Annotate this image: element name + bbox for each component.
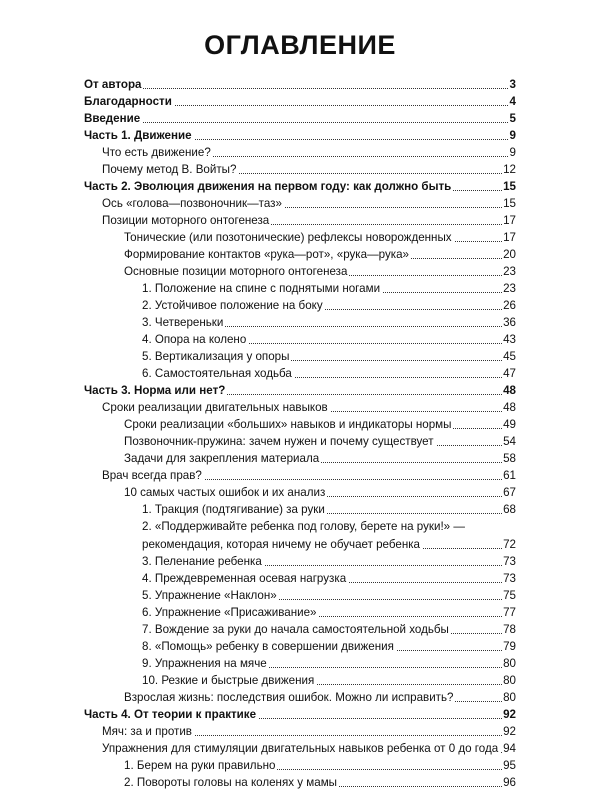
toc-entry[interactable] [84,604,516,621]
toc-entry-page: 61 [503,469,516,482]
toc-entry[interactable] [84,331,516,348]
toc-entry[interactable] [84,501,516,518]
toc-entry-title: Часть 2. Эволюция движения на первом году: как должно быть [84,180,452,193]
toc-entry-page: 77 [503,606,516,619]
toc-entry-title: Благодарности [84,95,172,108]
toc-entry-page: 72 [503,538,516,551]
toc-entry[interactable] [84,246,516,263]
toc-entry-page: 92 [503,708,516,721]
toc-entry[interactable] [84,229,516,246]
toc-entry-page: 3 [509,78,516,91]
toc-entry-title: Что есть движение? [102,146,211,159]
toc-entry-title: Ось «голова—позвоночник—таз» [102,197,282,210]
toc-entry[interactable] [84,382,516,399]
toc-entry-page: 47 [503,367,516,380]
toc-entry-page: 20 [503,248,516,261]
toc-entry[interactable] [84,689,516,706]
toc-entry-page: 80 [503,657,516,670]
toc-entry-page: 80 [503,674,516,687]
toc-entry[interactable] [84,518,516,553]
toc-entry-page: 58 [503,452,516,465]
toc-entry[interactable] [84,297,516,314]
dot-leader [84,88,516,89]
toc-entry-page: 79 [503,640,516,653]
toc-entry-title: 9. Упражнения на мяче [142,657,267,670]
toc-entry-title: Сроки реализации двигательных навыков [102,401,328,414]
toc-entry-title: Позиции моторного онтогенеза [102,214,270,227]
toc-entry-title: 3. Четвереньки [142,316,224,329]
toc-entry[interactable] [84,706,516,723]
toc-entry-title: 4. Опора на колено [142,333,247,346]
toc-entry-page: 4 [509,95,516,108]
toc-entry[interactable] [84,433,516,450]
toc-entry-page: 45 [503,350,516,363]
toc-entry[interactable] [84,110,516,127]
toc-entry-title: Часть 4. От теории к практике [84,708,257,721]
toc-entry-title: 7. Вождение за руки до начала самостоятельной ходьбы [142,623,449,636]
toc-entry-title: 6. Упражнение «Присаживание» [142,606,317,619]
toc-entry-page: 15 [503,180,516,193]
toc-entry-title: 1. Положение на спине с поднятыми ногами [142,282,381,295]
toc-entry-page: 49 [503,418,516,431]
toc-entry-title: Взрослая жизнь: последствия ошибок. Можно ли исправить? [124,691,454,704]
toc-entry-page: 94 [503,742,516,755]
toc-entry[interactable] [84,467,516,484]
toc-entry-title: Основные позиции моторного онтогенеза [124,265,348,278]
toc-entry-title: Задачи для закрепления материала [124,452,320,465]
toc-entry[interactable] [84,570,516,587]
toc-entry[interactable] [84,314,516,331]
toc-entry-page: 54 [503,435,516,448]
toc-entry[interactable] [84,399,516,416]
toc-entry[interactable] [84,161,516,178]
toc-entry[interactable] [84,76,516,93]
toc-entry[interactable] [84,127,516,144]
toc-entry[interactable] [84,263,516,280]
toc-entry-title: От автора [84,78,142,91]
toc-entry-title: Часть 3. Норма или нет? [84,384,226,397]
toc-entry[interactable] [84,348,516,365]
toc-entry-title: Часть 1. Движение [84,129,192,142]
page-title: ОГЛАВЛЕНИЕ [204,30,396,60]
toc-entry[interactable] [84,621,516,638]
toc-entry-page: 80 [503,691,516,704]
toc-entry-page: 36 [503,316,516,329]
toc-entry-title-continued: рекомендация, которая ничему не обучает ребенка [142,538,421,551]
toc-entry-title: 2. Устойчивое положение на боку [142,299,323,312]
toc-entry[interactable] [84,638,516,655]
toc-entry[interactable] [84,93,516,110]
toc-entry-page: 68 [503,503,516,516]
toc-entry-title: Сроки реализации «больших» навыков и индикаторы нормы [124,418,452,431]
toc-entry-page: 78 [503,623,516,636]
toc-entry-page: 23 [503,265,516,278]
toc-entry-page: 9 [509,129,516,142]
toc-entry-page: 48 [503,401,516,414]
toc-entry[interactable] [84,178,516,195]
toc-entry[interactable] [84,757,516,774]
toc-entry-page: 9 [509,146,516,159]
toc-entry-title: 4. Преждевременная осевая нагрузка [142,572,347,585]
toc-entry-page: 92 [503,725,516,738]
toc-entry-title: 5. Вертикализация у опоры [142,350,290,363]
toc-entry-title: 1. Тракция (подтягивание) за руки [142,503,325,516]
toc-entry-page: 15 [503,197,516,210]
toc-entry-page: 17 [503,231,516,244]
toc-entry[interactable] [84,212,516,229]
toc-entry[interactable] [84,553,516,570]
toc-entry-title: Врач всегда прав? [102,469,202,482]
toc-entry[interactable] [84,774,516,791]
toc-entry-title: 5. Упражнение «Наклон» [142,589,277,602]
toc-entry[interactable] [84,740,516,757]
toc-entry-title: Введение [84,112,141,125]
toc-entry-page: 48 [503,384,516,397]
toc-entry-title: Формирование контактов «рука—рот», «рука—рука» [124,248,410,261]
toc-entry[interactable] [84,450,516,467]
toc-entry-page: 95 [503,759,516,772]
toc-entry-title: Тонические (или позотонические) рефлексы новорожденных [124,231,452,244]
toc-entry[interactable] [84,723,516,740]
toc-entry-title: 10 самых частых ошибок и их анализ [124,486,326,499]
toc-entry-title: Позвоночник-пружина: зачем нужен и почему существует [124,435,434,448]
toc-entry-page: 73 [503,572,516,585]
toc-entry-title: 2. «Поддерживайте ребенка под голову, берете на руки!» — [142,520,465,533]
toc-entry[interactable] [84,144,516,161]
toc-entry-page: 17 [503,214,516,227]
toc-entry-page: 96 [503,776,516,789]
toc-entry-page: 67 [503,486,516,499]
toc-entry-page: 5 [509,112,516,125]
toc-entry[interactable] [84,195,516,212]
toc-entry-title: 3. Пеленание ребенка [142,555,262,568]
toc-entry-title: 6. Самостоятельная ходьба [142,367,292,380]
toc-entry-title: 1. Берем на руки правильно [124,759,276,772]
toc-entry-title: 8. «Помощь» ребенку в совершении движения [142,640,394,653]
toc-entry-page: 23 [503,282,516,295]
toc-entry-page: 43 [503,333,516,346]
toc-entry-title: 10. Резкие и быстрые движения [142,674,315,687]
table-of-contents [84,76,516,791]
toc-entry-title: Упражнения для стимуляции двигательных навыков ребенка от 0 до года [102,742,499,755]
toc-entry-title: Почему метод В. Войты? [102,163,237,176]
toc-entry-page: 26 [503,299,516,312]
toc-entry-title: 2. Повороты головы на коленях у мамы [124,776,337,789]
toc-entry[interactable] [84,280,516,297]
toc-entry-title: Мяч: за и против [102,725,192,738]
toc-entry[interactable] [84,655,516,672]
dot-leader [84,122,516,123]
toc-entry-page: 75 [503,589,516,602]
toc-entry-page: 12 [503,163,516,176]
toc-entry[interactable] [84,484,516,501]
toc-entry[interactable] [84,587,516,604]
toc-entry[interactable] [84,365,516,382]
toc-entry[interactable] [84,672,516,689]
toc-entry[interactable] [84,416,516,433]
toc-entry-page: 73 [503,555,516,568]
